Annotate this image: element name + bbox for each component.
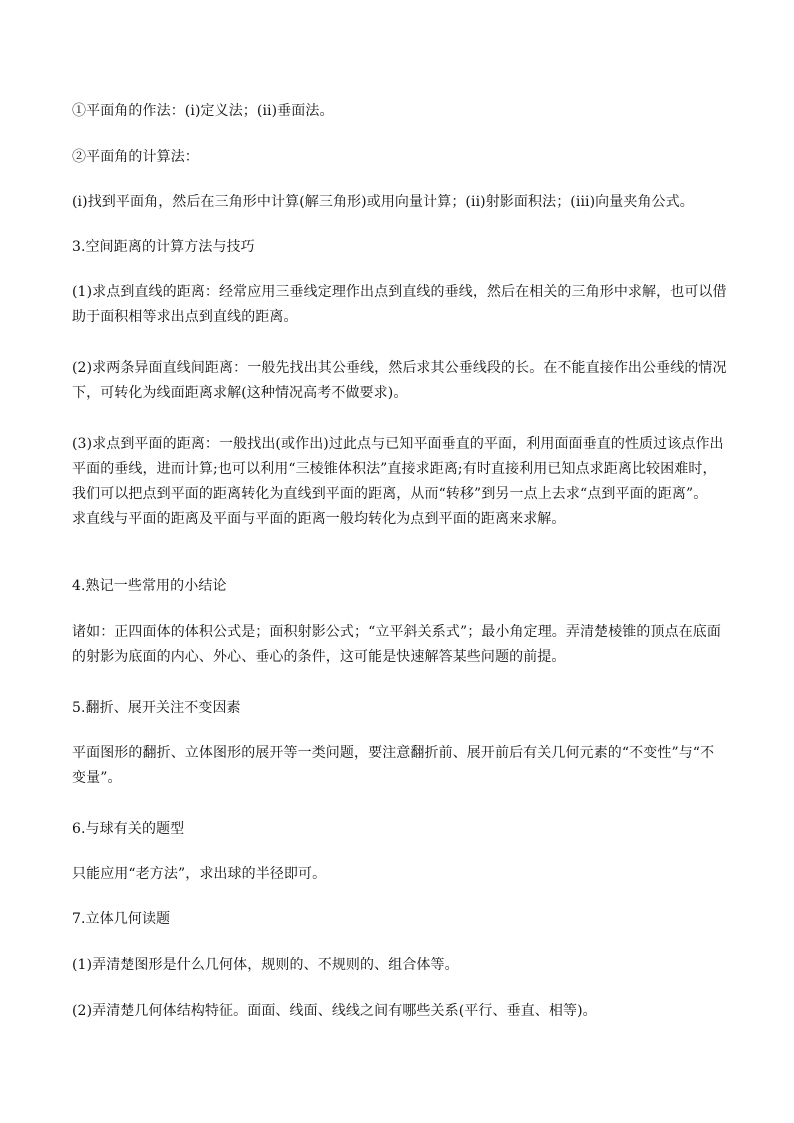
paragraph-skew-lines-distance — [72, 356, 732, 406]
text-line: 4.熟记一些常用的小结论 — [72, 578, 227, 594]
text-line: 7.立体几何读题 — [72, 911, 171, 927]
text-line: 的射影为底面的内心、外心、垂心的条件，这可能是快速解答某些问题的前提。 — [72, 649, 566, 665]
paragraph-sphere-problems — [72, 862, 732, 887]
text-line: 下，可转化为线面距离求解(这种情况高考不做要求)。 — [72, 385, 408, 401]
section-heading-7 — [72, 907, 732, 932]
text-line: ①平面角的作法：(i)定义法；(ii)垂面法。 — [72, 103, 334, 119]
text-line: 平面图形的翻折、立体图形的展开等一类问题，要注意翻折前、展开前后有关几何元素的“不变性”与“不 — [72, 745, 715, 761]
text-line: (1)弄清楚图形是什么几何体，规则的、不规则的、组合体等。 — [72, 957, 459, 973]
paragraph-point-to-plane-distance — [72, 432, 732, 532]
text-line: 助于面积相等求出点到直线的距离。 — [72, 309, 298, 325]
text-line: (i)找到平面角，然后在三角形中计算(解三角形)或用向量计算；(ii)射影面积法；(iii)向量夹角公式。 — [72, 194, 694, 210]
text-line: (2)求两条异面直线间距离：一般先找出其公垂线，然后求其公垂线段的长。在不能直接作出公垂线的情况 — [72, 360, 727, 376]
section-heading-6 — [72, 817, 732, 842]
text-line: 只能应用“老方法”，求出球的半径即可。 — [72, 866, 327, 882]
text-line: 3.空间距离的计算方法与技巧 — [72, 239, 255, 255]
section-heading-4 — [72, 574, 732, 599]
paragraph-folding-unfolding — [72, 741, 732, 791]
text-line: 我们可以把点到平面的距离转化为直线到平面的距离，从而“转移”到另一点上去求“点到平面的距离”。 — [72, 486, 708, 502]
text-line: 平面的垂线，进而计算;也可以利用“三棱锥体积法”直接求距离;有时直接利用已知点求距离比较困难时， — [72, 461, 717, 477]
section-heading-3 — [72, 235, 732, 260]
paragraph-plane-angle-calculation-heading — [72, 145, 732, 170]
paragraph-plane-angle-construction — [72, 99, 732, 124]
text-line: 求直线与平面的距离及平面与平面的距离一般均转化为点到平面的距离来求解。 — [72, 511, 566, 527]
text-line: (3)求点到平面的距离：一般找出(或作出)过此点与已知平面垂直的平面，利用面面垂直的性质过该点作出 — [72, 436, 724, 452]
paragraph-plane-angle-calculation-methods — [72, 190, 732, 215]
paragraph-point-to-line-distance — [72, 280, 732, 330]
paragraph-small-conclusions — [72, 620, 732, 670]
paragraph-identify-solid — [72, 953, 732, 978]
text-line: ②平面角的计算法： — [72, 149, 199, 165]
text-line: (2)弄清楚几何体结构特征。面面、线面、线线之间有哪些关系(平行、垂直、相等)。 — [72, 1003, 597, 1019]
section-heading-5 — [72, 696, 732, 721]
paragraph-structure-features — [72, 999, 732, 1024]
text-line: 诸如：正四面体的体积公式是；面积射影公式；“立平斜关系式”；最小角定理。弄清楚棱锥的顶点在底面 — [72, 624, 722, 640]
text-line: 变量”。 — [72, 770, 122, 786]
text-line: (1)求点到直线的距离：经常应用三垂线定理作出点到直线的垂线，然后在相关的三角形中求解，也可以借 — [72, 284, 727, 300]
text-line: 6.与球有关的题型 — [72, 821, 185, 837]
text-line: 5.翻折、展开关注不变因素 — [72, 700, 241, 716]
